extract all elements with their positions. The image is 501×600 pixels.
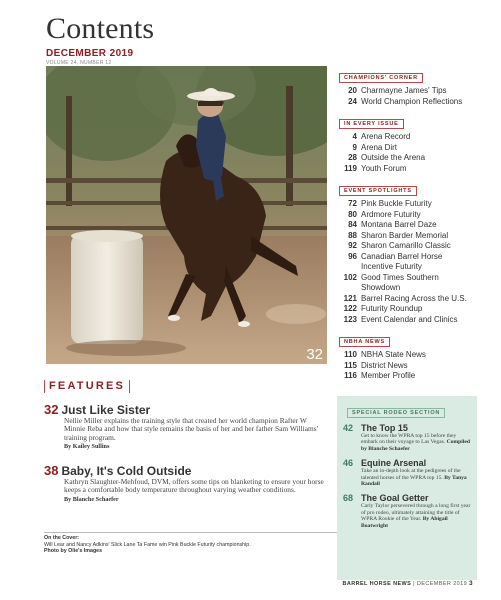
- toc-page-number: 88: [348, 230, 357, 240]
- toc-item[interactable]: [339, 210, 474, 221]
- toc-item[interactable]: [339, 97, 474, 108]
- section-in-every-issue: [339, 112, 474, 174]
- toc-title: Outside the Arena: [361, 153, 426, 162]
- toc-page-number: 20: [348, 86, 357, 95]
- toc-page-number: 24: [348, 96, 357, 106]
- toc-title: Montana Barrel Daze: [361, 220, 437, 229]
- special-description: Carly Taylor persevered through a long first year of pro rodeo, ultimately attaining the title of WPRA Rookie of the Year. By Abigail Boatwright: [361, 503, 471, 529]
- toc-page-number: 28: [348, 153, 357, 162]
- features-heading: FEATURES: [44, 380, 130, 393]
- special-section-label: SPECIAL RODEO SECTION: [347, 408, 445, 418]
- special-description: Take an in-depth look at the pedigrees of the talented horses of the WPRA top 15. By Tanya Randall: [361, 468, 467, 488]
- volume-number: VOLUME 24, NUMBER 12: [46, 60, 112, 66]
- feature-header: [44, 463, 324, 478]
- toc-page-number: 80: [348, 209, 357, 219]
- toc-item[interactable]: [339, 86, 474, 97]
- cover-note-credit: Photo by Olie's Images: [44, 548, 103, 555]
- toc-page-number: 96: [348, 251, 357, 261]
- toc-title: Pink Buckle Futurity: [361, 199, 432, 208]
- toc-title: Arena Record: [361, 132, 411, 141]
- cover-note: [44, 532, 344, 555]
- cover-note-title: On the Cover:: [44, 535, 80, 541]
- toc-item[interactable]: [339, 199, 474, 210]
- feature-title: Just Like Sister: [61, 403, 151, 417]
- toc-title: Member Profile: [361, 371, 416, 380]
- toc-page-number: 72: [348, 199, 357, 208]
- special-byline: Compiled by Blanche Schaefer: [361, 439, 470, 452]
- feature-description: Nellie Miller explains the training style that created her world champion Rafter W Minnie Reba and how that style remains the basis of her and her father Sam Williams' training program.: [64, 416, 318, 442]
- special-article[interactable]: [343, 458, 471, 487]
- section-nbha-news: [339, 330, 474, 382]
- toc-title: Event Calendar and Clinics: [361, 314, 458, 324]
- section-label: IN EVERY ISSUE: [339, 119, 404, 129]
- toc-title: Good Times Southern Showdown: [361, 272, 439, 292]
- page-header: [46, 14, 466, 66]
- toc-item[interactable]: [339, 294, 474, 305]
- feature-byline: By Blanche Schaefer: [64, 495, 119, 503]
- special-page-number: 46: [343, 458, 354, 469]
- section-label: NBHA NEWS: [339, 337, 390, 347]
- toc-title: Arena Dirt: [361, 142, 398, 152]
- footer-divider: |: [413, 581, 417, 587]
- toc-title: World Champion Reflections: [361, 96, 463, 106]
- feature-header: [44, 402, 324, 417]
- special-title: Equine Arsenal: [361, 458, 427, 469]
- toc-page-number: 122: [343, 304, 357, 313]
- special-description: Get to know the WPRA top 15 before they embark on their voyage to Las Vegas. Compiled by Blanche Schaefer: [361, 433, 470, 452]
- feature-page-number: 38: [44, 463, 59, 478]
- feature-article[interactable]: [44, 463, 324, 503]
- section-event-spotlights: [339, 179, 474, 325]
- toc-item[interactable]: [339, 252, 474, 273]
- toc-item[interactable]: [339, 350, 474, 361]
- footer-page-number: 3: [468, 580, 473, 587]
- toc-item[interactable]: [339, 315, 474, 326]
- toc-page-number: 119: [344, 163, 357, 173]
- barrel-racer-illustration: [46, 66, 327, 364]
- toc-item[interactable]: [339, 304, 474, 315]
- toc-title: Sharon Barder Memorial: [361, 230, 449, 240]
- toc-page-number: 92: [348, 241, 357, 250]
- toc-title: Canadian Barrel Horse Incentive Futurity: [361, 251, 443, 271]
- page-footer: [342, 580, 473, 587]
- toc-item[interactable]: [339, 143, 474, 154]
- section-label: EVENT SPOTLIGHTS: [339, 186, 417, 196]
- feature-photo[interactable]: [46, 66, 327, 364]
- toc-title: NBHA State News: [361, 350, 426, 359]
- special-rodeo-section: [337, 396, 477, 580]
- feature-byline: By Kailey Sullins: [64, 443, 110, 451]
- toc-title: Charmayne James' Tips: [361, 86, 447, 95]
- toc-item[interactable]: [339, 231, 474, 242]
- toc-item[interactable]: [339, 164, 474, 175]
- special-page-number: 42: [343, 423, 354, 433]
- special-byline: By Tanya Randall: [361, 474, 467, 488]
- special-header: [343, 423, 471, 433]
- toc-item[interactable]: [339, 241, 474, 252]
- toc-item[interactable]: [339, 220, 474, 231]
- footer-issue: DECEMBER 2019: [416, 581, 468, 587]
- toc-page-number: 9: [352, 142, 357, 152]
- toc-page-number: 102: [343, 272, 357, 282]
- toc-title: Youth Forum: [361, 163, 407, 173]
- toc-page-number: 123: [343, 314, 357, 324]
- toc-page-number: 84: [348, 220, 357, 229]
- toc-item[interactable]: [339, 273, 474, 294]
- toc-item[interactable]: [339, 153, 474, 164]
- toc-title: District News: [361, 360, 408, 370]
- page-title: Contents: [46, 12, 155, 45]
- special-header: [343, 458, 471, 468]
- feature-description: Kathryn Slaughter-Mehfoud, DVM, offers some tips on blanketing to ensure your horse keeps a comfortable body temperature throughout varying weather conditions.: [64, 477, 324, 495]
- feature-page-number: 32: [44, 402, 59, 417]
- special-title: The Top 15: [361, 423, 408, 433]
- special-article[interactable]: [343, 493, 471, 529]
- toc-page-number: 115: [344, 360, 357, 370]
- special-article[interactable]: [343, 423, 471, 452]
- special-page-number: 68: [343, 493, 354, 504]
- section-label: CHAMPIONS' CORNER: [339, 73, 423, 83]
- toc-title: Futurity Roundup: [361, 304, 423, 313]
- toc-page-number: 4: [352, 132, 357, 141]
- feature-title: Baby, It's Cold Outside: [61, 464, 192, 478]
- toc-title: Ardmore Futurity: [361, 209, 421, 219]
- cover-note-text: Will Lear and Nancy Adkins' Slick Lane Ta Fame win Pink Buckle Futurity championship.: [44, 541, 251, 548]
- feature-article[interactable]: [44, 402, 324, 450]
- contents-sidebar: [339, 66, 474, 387]
- toc-item[interactable]: [339, 361, 474, 372]
- special-header: [343, 493, 471, 503]
- toc-title: Sharon Camarillo Classic: [361, 241, 451, 250]
- toc-item[interactable]: [339, 132, 474, 143]
- toc-item[interactable]: [339, 371, 474, 382]
- toc-title: Barrel Racing Across the U.S.: [361, 293, 467, 303]
- section-champions-corner: [339, 66, 474, 107]
- photo-page-number: 32: [306, 346, 323, 363]
- toc-page-number: 121: [343, 293, 357, 303]
- toc-page-number: 110: [344, 350, 357, 359]
- toc-page-number: 116: [344, 371, 357, 380]
- special-title: The Goal Getter: [361, 493, 429, 504]
- special-byline: By Abigail Boatwright: [361, 516, 448, 529]
- issue-date: DECEMBER 2019: [46, 48, 134, 59]
- publication-name: BARREL HORSE NEWS: [342, 581, 412, 587]
